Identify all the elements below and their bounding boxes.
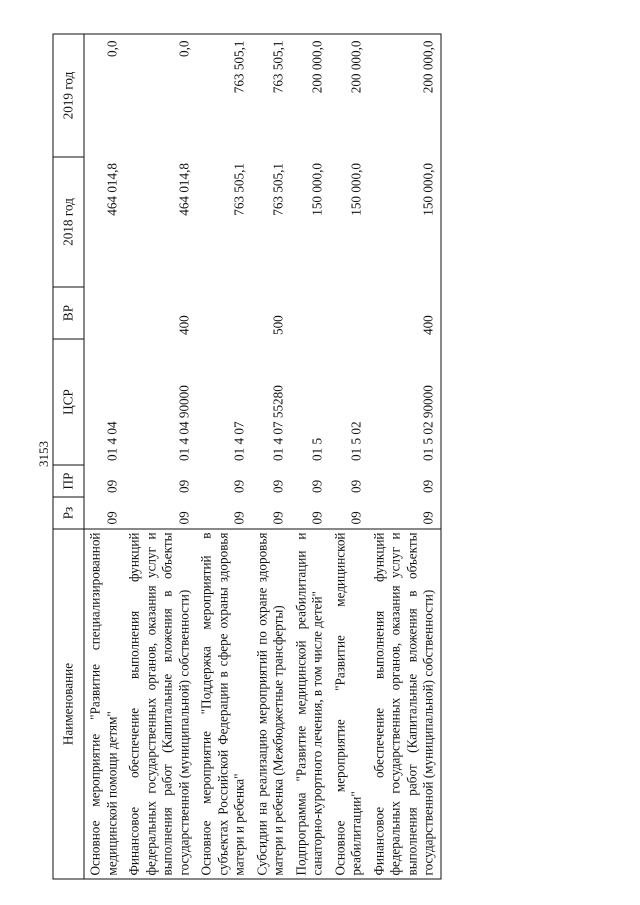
rotated-table-wrapper: [53, 35, 573, 880]
row-pr: 09: [176, 479, 191, 493]
row-name: Финансовое обеспечение выполнения функций федеральных государственных органов, оказания услуг и выполнения работ (Капитальные вложения в объекты государственной (муниципальной) собственности): [368, 529, 441, 879]
row-2019: 200 000,0: [329, 34, 368, 157]
table-row: [196, 34, 252, 879]
row-2018: 763 505,1: [270, 163, 286, 216]
row-csr: 01 4 04: [104, 421, 119, 461]
row-2018: 150 000,0: [368, 157, 441, 287]
table-row: [290, 34, 329, 879]
row-2018: 150 000,0: [348, 163, 364, 216]
row-csr: 01 5 02 90000: [368, 339, 441, 465]
row-pr: 09: [231, 479, 247, 493]
row-rz: 09: [348, 511, 364, 525]
header-rz: Рз: [53, 497, 84, 529]
row-name: Финансовое обеспечение выполнения функций федеральных государственных органов, оказания услуг и выполнения работ (Капитальные вложения в объекты государственной (муниципальной) собственности): [124, 529, 196, 879]
row-csr: 01 5 02: [348, 421, 364, 461]
row-vr: [290, 287, 329, 339]
row-pr: 09: [270, 479, 286, 493]
row-csr: 01 5: [309, 437, 325, 461]
header-csr: ЦСР: [53, 339, 84, 465]
row-name: Основное мероприятие "Развитие медицинской реабилитации": [329, 529, 368, 879]
header-2018: 2018 год: [53, 157, 84, 287]
header-name: Наименование: [53, 529, 84, 879]
row-2019: 0,0: [124, 34, 196, 157]
row-rz: 09: [104, 511, 119, 525]
row-2019: 200 000,0: [368, 34, 441, 157]
row-pr: 09: [309, 479, 325, 493]
row-2018: 150 000,0: [309, 163, 325, 216]
row-rz: 09: [231, 511, 247, 525]
row-vr: 500: [270, 315, 286, 335]
header-vr: ВР: [53, 287, 84, 339]
row-2018: 464 014,8: [104, 163, 119, 216]
row-pr: 09: [368, 465, 441, 497]
row-rz: 09: [270, 511, 286, 525]
page-number: 3153: [36, 441, 51, 467]
table-header-row: [53, 34, 84, 879]
header-2019: 2019 год: [53, 34, 84, 157]
row-vr: [196, 287, 252, 339]
table-row: [124, 34, 196, 879]
table-row: [368, 34, 441, 879]
row-csr: 01 4 07: [231, 421, 247, 461]
table-row: [251, 34, 290, 879]
row-2019: 0,0: [84, 34, 124, 157]
table-row: [329, 34, 368, 879]
row-2019: 200 000,0: [290, 34, 329, 157]
row-csr: 01 4 04 90000: [176, 385, 191, 461]
row-2019: 763 505,1: [251, 34, 290, 157]
row-rz: 09: [309, 511, 325, 525]
row-vr: 400: [368, 287, 441, 339]
row-vr: 400: [176, 315, 191, 335]
row-name: Основное мероприятие "Развитие специализированной медицинской помощи детям": [84, 529, 124, 879]
row-pr: 09: [104, 479, 119, 493]
row-rz: 09: [368, 497, 441, 529]
row-name: Субсидии на реализацию мероприятий по охране здоровья матери и ребенка (Межбюджетные трансферты): [251, 529, 290, 879]
row-rz: 09: [176, 511, 191, 525]
row-name: Подпрограмма "Развитие медицинской реабилитации и санаторно-курортного лечения, в том числе детей": [290, 529, 329, 879]
row-2019: 763 505,1: [196, 34, 252, 157]
row-vr: [329, 287, 368, 339]
row-2018: 464 014,8: [176, 163, 191, 216]
row-pr: 09: [348, 479, 364, 493]
table-body: [84, 34, 441, 879]
header-pr: ПР: [53, 465, 84, 497]
row-2018: 763 505,1: [231, 163, 247, 216]
table-row: [84, 34, 124, 879]
budget-table: [53, 34, 442, 880]
row-vr: [84, 287, 124, 339]
row-csr: 01 4 07 55280: [270, 385, 286, 461]
row-name: Основное мероприятие "Поддержка мероприятий в субъектах Российской Федерации в сфере охраны здоровья матери и ребенка": [196, 529, 252, 879]
